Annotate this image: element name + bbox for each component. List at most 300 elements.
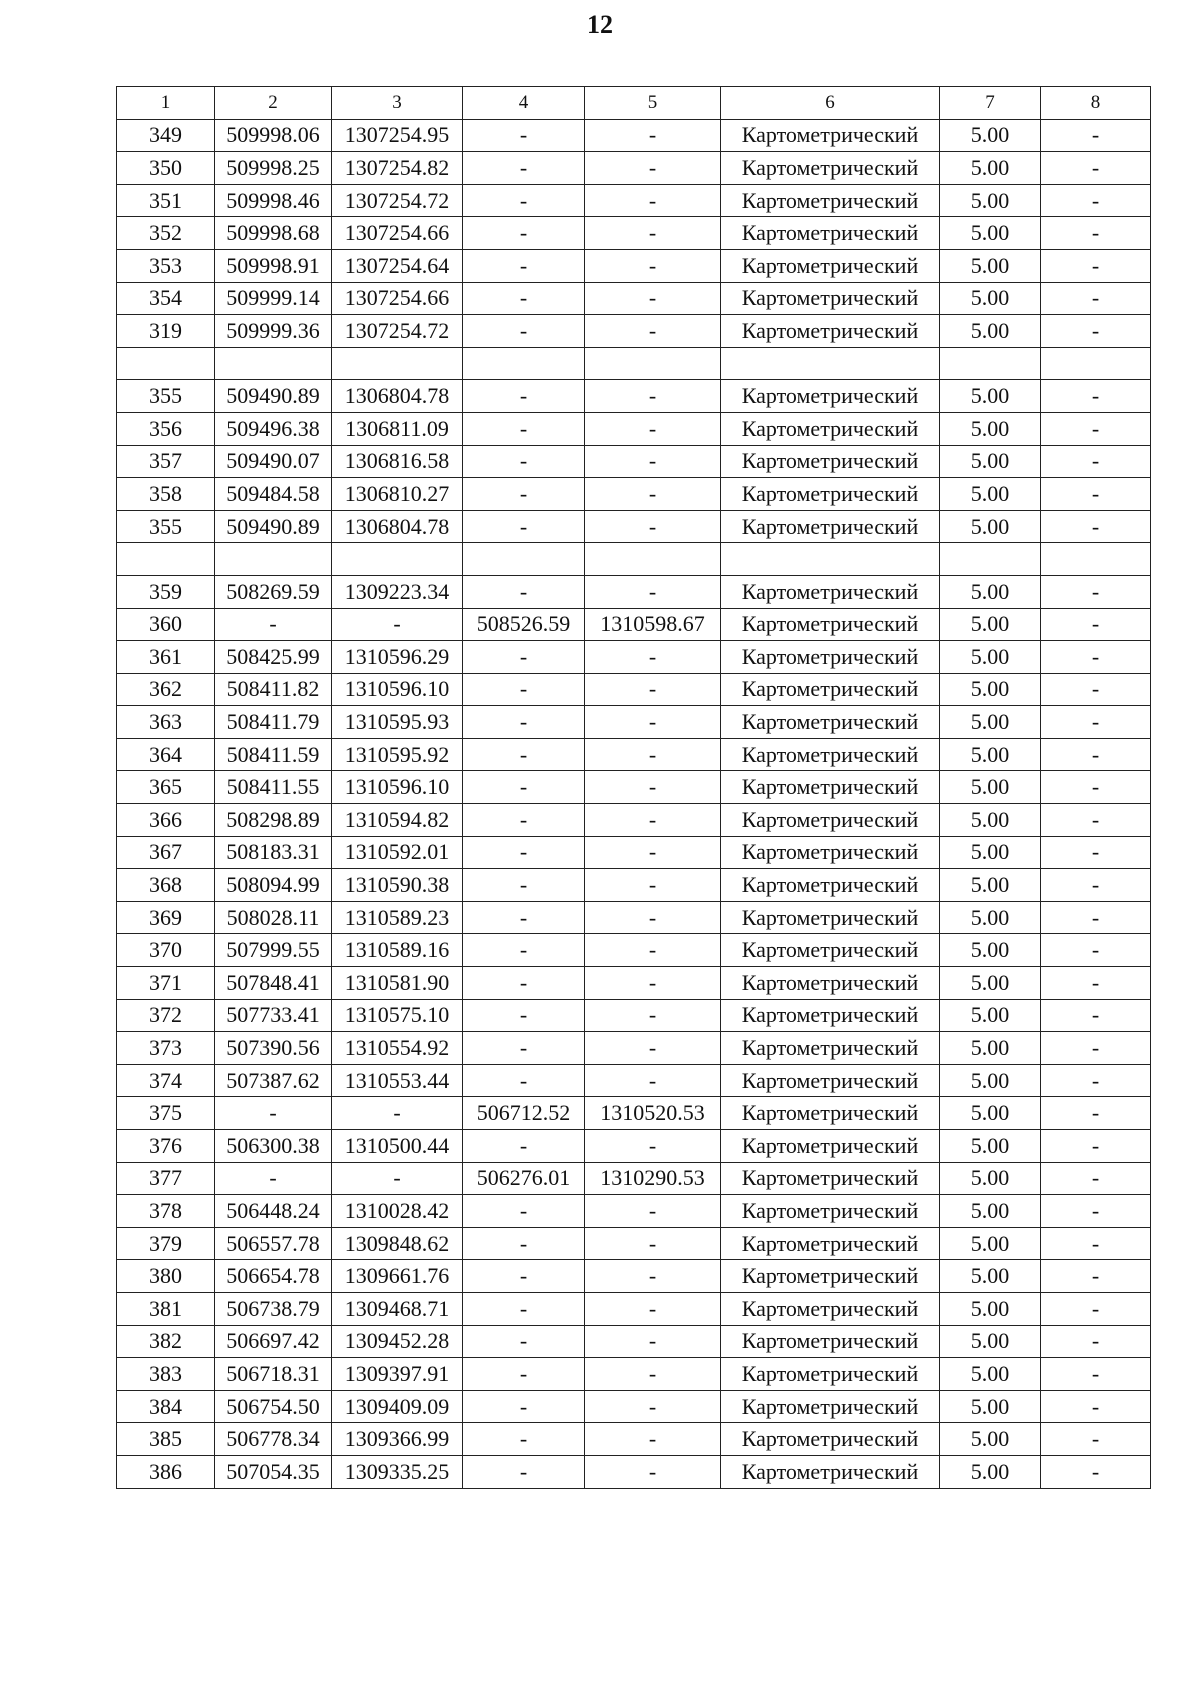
cell-x-coord-alt: -	[463, 510, 585, 543]
table-row	[117, 738, 1151, 771]
table-row	[117, 347, 1151, 380]
table-row	[117, 1390, 1151, 1423]
cell-method: Картометрический	[721, 478, 940, 511]
cell-method: Картометрический	[721, 575, 940, 608]
cell-note: -	[1041, 608, 1151, 641]
cell-y-coord-alt: -	[585, 1195, 721, 1228]
cell-note: -	[1041, 119, 1151, 152]
cell-note: -	[1041, 641, 1151, 674]
cell-method: Картометрический	[721, 282, 940, 315]
table-row	[117, 445, 1151, 478]
cell-x-coord-alt: -	[463, 1390, 585, 1423]
cell-y-coord: -	[332, 1162, 463, 1195]
cell-accuracy: 5.00	[940, 1130, 1041, 1163]
cell-y-coord-alt: -	[585, 1325, 721, 1358]
cell-y-coord-alt: -	[585, 380, 721, 413]
cell-x-coord-alt: -	[463, 1227, 585, 1260]
cell-note: -	[1041, 249, 1151, 282]
cell-accuracy: 5.00	[940, 1260, 1041, 1293]
cell-y-coord-alt: -	[585, 152, 721, 185]
cell-method: Картометрический	[721, 1227, 940, 1260]
cell-accuracy: 5.00	[940, 315, 1041, 348]
cell-note: -	[1041, 1292, 1151, 1325]
cell-x-coord-alt: -	[463, 641, 585, 674]
cell-y-coord-alt: -	[585, 315, 721, 348]
cell-x-coord: 508411.79	[215, 706, 332, 739]
cell-point-number: 355	[117, 380, 215, 413]
cell-note	[1041, 543, 1151, 576]
table-row	[117, 1032, 1151, 1065]
cell-y-coord-alt: -	[585, 1032, 721, 1065]
cell-x-coord: 508411.55	[215, 771, 332, 804]
cell-x-coord: 508094.99	[215, 869, 332, 902]
cell-accuracy: 5.00	[940, 869, 1041, 902]
cell-y-coord: 1309397.91	[332, 1358, 463, 1391]
column-header-3: 3	[332, 87, 463, 120]
cell-accuracy: 5.00	[940, 380, 1041, 413]
cell-y-coord: 1310575.10	[332, 999, 463, 1032]
cell-accuracy: 5.00	[940, 836, 1041, 869]
table-row	[117, 608, 1151, 641]
table-row	[117, 184, 1151, 217]
cell-note: -	[1041, 1064, 1151, 1097]
cell-method: Картометрический	[721, 1390, 940, 1423]
cell-point-number: 381	[117, 1292, 215, 1325]
cell-method: Картометрический	[721, 673, 940, 706]
cell-x-coord-alt: -	[463, 934, 585, 967]
column-header-2: 2	[215, 87, 332, 120]
cell-point-number: 365	[117, 771, 215, 804]
cell-note: -	[1041, 380, 1151, 413]
cell-point-number	[117, 347, 215, 380]
cell-x-coord: 506654.78	[215, 1260, 332, 1293]
cell-x-coord-alt: -	[463, 1358, 585, 1391]
cell-note: -	[1041, 1032, 1151, 1065]
cell-y-coord: 1306804.78	[332, 510, 463, 543]
cell-note: -	[1041, 999, 1151, 1032]
cell-x-coord-alt: -	[463, 445, 585, 478]
cell-y-coord: 1309468.71	[332, 1292, 463, 1325]
page-number: 12	[587, 10, 613, 39]
cell-x-coord-alt: -	[463, 836, 585, 869]
cell-x-coord-alt: 506276.01	[463, 1162, 585, 1195]
cell-y-coord: 1307254.72	[332, 184, 463, 217]
cell-x-coord: 507054.35	[215, 1455, 332, 1488]
cell-x-coord: 507848.41	[215, 967, 332, 1000]
cell-y-coord: 1310589.23	[332, 901, 463, 934]
table-row	[117, 771, 1151, 804]
cell-note: -	[1041, 1130, 1151, 1163]
cell-x-coord: 509496.38	[215, 412, 332, 445]
cell-y-coord: 1310596.10	[332, 673, 463, 706]
cell-y-coord: 1310595.93	[332, 706, 463, 739]
cell-y-coord-alt: -	[585, 1455, 721, 1488]
cell-x-coord-alt	[463, 347, 585, 380]
cell-x-coord: 506697.42	[215, 1325, 332, 1358]
cell-y-coord-alt: -	[585, 869, 721, 902]
table-body	[117, 119, 1151, 1488]
cell-method: Картометрический	[721, 706, 940, 739]
cell-x-coord-alt: -	[463, 967, 585, 1000]
cell-point-number: 368	[117, 869, 215, 902]
cell-x-coord: 508269.59	[215, 575, 332, 608]
cell-note: -	[1041, 1195, 1151, 1228]
cell-x-coord: 506738.79	[215, 1292, 332, 1325]
cell-method: Картометрический	[721, 608, 940, 641]
table-row	[117, 1064, 1151, 1097]
cell-note: -	[1041, 804, 1151, 837]
cell-method: Картометрический	[721, 119, 940, 152]
cell-y-coord-alt: 1310520.53	[585, 1097, 721, 1130]
cell-method: Картометрический	[721, 967, 940, 1000]
cell-accuracy: 5.00	[940, 412, 1041, 445]
cell-accuracy: 5.00	[940, 478, 1041, 511]
cell-y-coord: 1310028.42	[332, 1195, 463, 1228]
cell-y-coord-alt	[585, 347, 721, 380]
cell-note	[1041, 347, 1151, 380]
table-row	[117, 934, 1151, 967]
cell-accuracy: 5.00	[940, 1064, 1041, 1097]
cell-y-coord: -	[332, 608, 463, 641]
cell-y-coord: 1309366.99	[332, 1423, 463, 1456]
cell-accuracy: 5.00	[940, 901, 1041, 934]
cell-point-number: 351	[117, 184, 215, 217]
table-row	[117, 575, 1151, 608]
table-header	[117, 87, 1151, 120]
cell-point-number: 358	[117, 478, 215, 511]
cell-y-coord: 1309452.28	[332, 1325, 463, 1358]
table-row	[117, 869, 1151, 902]
cell-note: -	[1041, 967, 1151, 1000]
cell-note: -	[1041, 510, 1151, 543]
cell-x-coord-alt: -	[463, 1260, 585, 1293]
cell-y-coord-alt: -	[585, 1423, 721, 1456]
column-header-6: 6	[721, 87, 940, 120]
cell-accuracy: 5.00	[940, 641, 1041, 674]
cell-method: Картометрический	[721, 152, 940, 185]
cell-y-coord: 1310553.44	[332, 1064, 463, 1097]
table-row	[117, 478, 1151, 511]
cell-accuracy: 5.00	[940, 1390, 1041, 1423]
cell-method: Картометрический	[721, 1455, 940, 1488]
cell-method: Картометрический	[721, 217, 940, 250]
cell-x-coord: 509998.68	[215, 217, 332, 250]
cell-note: -	[1041, 836, 1151, 869]
cell-accuracy: 5.00	[940, 967, 1041, 1000]
cell-note: -	[1041, 771, 1151, 804]
cell-y-coord-alt: -	[585, 478, 721, 511]
table-row	[117, 836, 1151, 869]
cell-x-coord: -	[215, 1162, 332, 1195]
cell-y-coord-alt: -	[585, 738, 721, 771]
table-row	[117, 641, 1151, 674]
cell-note: -	[1041, 1097, 1151, 1130]
cell-point-number: 375	[117, 1097, 215, 1130]
cell-x-coord-alt: -	[463, 901, 585, 934]
cell-note: -	[1041, 152, 1151, 185]
cell-y-coord-alt: 1310290.53	[585, 1162, 721, 1195]
cell-method	[721, 347, 940, 380]
cell-point-number: 380	[117, 1260, 215, 1293]
cell-x-coord: 507733.41	[215, 999, 332, 1032]
cell-method: Картометрический	[721, 934, 940, 967]
cell-y-coord: 1306811.09	[332, 412, 463, 445]
cell-y-coord-alt: -	[585, 934, 721, 967]
cell-note: -	[1041, 412, 1151, 445]
cell-point-number: 372	[117, 999, 215, 1032]
cell-point-number: 366	[117, 804, 215, 837]
cell-accuracy: 5.00	[940, 771, 1041, 804]
cell-method: Картометрический	[721, 836, 940, 869]
cell-y-coord-alt	[585, 543, 721, 576]
cell-y-coord-alt: -	[585, 901, 721, 934]
cell-accuracy: 5.00	[940, 217, 1041, 250]
cell-x-coord: -	[215, 608, 332, 641]
cell-y-coord-alt: -	[585, 673, 721, 706]
cell-y-coord-alt: -	[585, 575, 721, 608]
cell-point-number: 367	[117, 836, 215, 869]
cell-x-coord-alt: -	[463, 1455, 585, 1488]
cell-accuracy: 5.00	[940, 445, 1041, 478]
cell-x-coord: 507387.62	[215, 1064, 332, 1097]
cell-note: -	[1041, 575, 1151, 608]
cell-accuracy: 5.00	[940, 608, 1041, 641]
table-row	[117, 1325, 1151, 1358]
cell-point-number: 384	[117, 1390, 215, 1423]
column-header-1: 1	[117, 87, 215, 120]
cell-note: -	[1041, 1455, 1151, 1488]
cell-accuracy	[940, 347, 1041, 380]
cell-x-coord-alt: -	[463, 380, 585, 413]
cell-y-coord: 1306804.78	[332, 380, 463, 413]
cell-x-coord-alt: -	[463, 1195, 585, 1228]
cell-y-coord-alt: -	[585, 249, 721, 282]
cell-x-coord: 509490.89	[215, 510, 332, 543]
cell-x-coord: 506754.50	[215, 1390, 332, 1423]
cell-y-coord: -	[332, 1097, 463, 1130]
cell-x-coord-alt: -	[463, 706, 585, 739]
cell-method: Картометрический	[721, 804, 940, 837]
cell-method: Картометрический	[721, 1325, 940, 1358]
cell-y-coord-alt: -	[585, 706, 721, 739]
cell-x-coord-alt: -	[463, 1032, 585, 1065]
cell-point-number: 377	[117, 1162, 215, 1195]
table-row	[117, 673, 1151, 706]
cell-method: Картометрический	[721, 1292, 940, 1325]
cell-y-coord-alt: -	[585, 282, 721, 315]
cell-point-number: 382	[117, 1325, 215, 1358]
cell-note: -	[1041, 934, 1151, 967]
cell-accuracy: 5.00	[940, 1423, 1041, 1456]
cell-accuracy: 5.00	[940, 1032, 1041, 1065]
cell-x-coord: 508298.89	[215, 804, 332, 837]
table-row	[117, 1195, 1151, 1228]
cell-y-coord: 1310596.29	[332, 641, 463, 674]
cell-point-number: 379	[117, 1227, 215, 1260]
cell-y-coord: 1307254.72	[332, 315, 463, 348]
cell-x-coord: 509999.14	[215, 282, 332, 315]
coordinates-table	[116, 86, 1151, 1489]
table-row	[117, 412, 1151, 445]
cell-point-number: 350	[117, 152, 215, 185]
cell-y-coord-alt: -	[585, 1292, 721, 1325]
table-row	[117, 967, 1151, 1000]
cell-x-coord: 507999.55	[215, 934, 332, 967]
cell-method: Картометрический	[721, 901, 940, 934]
cell-y-coord-alt: -	[585, 641, 721, 674]
cell-method: Картометрический	[721, 412, 940, 445]
cell-y-coord-alt: -	[585, 1390, 721, 1423]
cell-x-coord: -	[215, 1097, 332, 1130]
cell-accuracy	[940, 543, 1041, 576]
column-header-8: 8	[1041, 87, 1151, 120]
cell-x-coord: 508183.31	[215, 836, 332, 869]
cell-note: -	[1041, 1162, 1151, 1195]
cell-x-coord: 507390.56	[215, 1032, 332, 1065]
column-header-7: 7	[940, 87, 1041, 120]
cell-y-coord-alt: -	[585, 412, 721, 445]
cell-note: -	[1041, 673, 1151, 706]
cell-method: Картометрический	[721, 869, 940, 902]
cell-x-coord-alt: -	[463, 412, 585, 445]
cell-method: Картометрический	[721, 1195, 940, 1228]
cell-method: Картометрический	[721, 1064, 940, 1097]
cell-point-number: 349	[117, 119, 215, 152]
cell-y-coord: 1310594.82	[332, 804, 463, 837]
cell-x-coord: 506718.31	[215, 1358, 332, 1391]
cell-y-coord: 1310500.44	[332, 1130, 463, 1163]
cell-note: -	[1041, 1423, 1151, 1456]
cell-accuracy: 5.00	[940, 1195, 1041, 1228]
cell-y-coord: 1306816.58	[332, 445, 463, 478]
cell-x-coord-alt: -	[463, 119, 585, 152]
cell-note: -	[1041, 315, 1151, 348]
cell-point-number: 378	[117, 1195, 215, 1228]
cell-y-coord: 1309335.25	[332, 1455, 463, 1488]
cell-x-coord: 506448.24	[215, 1195, 332, 1228]
cell-x-coord: 506557.78	[215, 1227, 332, 1260]
table-row	[117, 1292, 1151, 1325]
cell-method: Картометрический	[721, 315, 940, 348]
cell-x-coord: 509484.58	[215, 478, 332, 511]
cell-y-coord: 1307254.82	[332, 152, 463, 185]
cell-note: -	[1041, 445, 1151, 478]
cell-x-coord-alt: -	[463, 217, 585, 250]
cell-x-coord-alt: -	[463, 804, 585, 837]
table-row	[117, 152, 1151, 185]
cell-method: Картометрический	[721, 1260, 940, 1293]
cell-y-coord	[332, 347, 463, 380]
cell-accuracy: 5.00	[940, 1292, 1041, 1325]
cell-point-number: 352	[117, 217, 215, 250]
cell-x-coord	[215, 347, 332, 380]
cell-accuracy: 5.00	[940, 1097, 1041, 1130]
cell-x-coord-alt: -	[463, 999, 585, 1032]
cell-x-coord-alt: 506712.52	[463, 1097, 585, 1130]
column-header-5: 5	[585, 87, 721, 120]
cell-accuracy: 5.00	[940, 1455, 1041, 1488]
table-row	[117, 999, 1151, 1032]
cell-note: -	[1041, 217, 1151, 250]
table-row	[117, 119, 1151, 152]
cell-point-number: 359	[117, 575, 215, 608]
table-row	[117, 1097, 1151, 1130]
cell-point-number: 370	[117, 934, 215, 967]
cell-accuracy: 5.00	[940, 1162, 1041, 1195]
cell-x-coord-alt: -	[463, 1130, 585, 1163]
cell-method	[721, 543, 940, 576]
cell-method: Картометрический	[721, 1130, 940, 1163]
table-row	[117, 217, 1151, 250]
cell-x-coord-alt: -	[463, 1292, 585, 1325]
cell-x-coord-alt: -	[463, 478, 585, 511]
cell-method: Картометрический	[721, 1032, 940, 1065]
cell-method: Картометрический	[721, 1162, 940, 1195]
cell-y-coord-alt: 1310598.67	[585, 608, 721, 641]
cell-y-coord: 1307254.66	[332, 282, 463, 315]
cell-method: Картометрический	[721, 738, 940, 771]
cell-y-coord	[332, 543, 463, 576]
cell-method: Картометрический	[721, 249, 940, 282]
cell-point-number	[117, 543, 215, 576]
cell-y-coord-alt: -	[585, 999, 721, 1032]
cell-note: -	[1041, 738, 1151, 771]
table-row	[117, 1423, 1151, 1456]
table-row	[117, 1260, 1151, 1293]
cell-x-coord: 508411.82	[215, 673, 332, 706]
cell-method: Картометрический	[721, 999, 940, 1032]
cell-x-coord-alt: -	[463, 575, 585, 608]
cell-y-coord-alt: -	[585, 217, 721, 250]
cell-y-coord: 1310596.10	[332, 771, 463, 804]
cell-point-number: 373	[117, 1032, 215, 1065]
cell-point-number: 376	[117, 1130, 215, 1163]
cell-x-coord-alt: -	[463, 869, 585, 902]
cell-accuracy: 5.00	[940, 575, 1041, 608]
cell-x-coord: 508425.99	[215, 641, 332, 674]
cell-x-coord-alt: -	[463, 1325, 585, 1358]
cell-accuracy: 5.00	[940, 673, 1041, 706]
cell-y-coord-alt: -	[585, 1064, 721, 1097]
cell-method: Картометрический	[721, 641, 940, 674]
column-header-4: 4	[463, 87, 585, 120]
table-row	[117, 543, 1151, 576]
cell-y-coord-alt: -	[585, 836, 721, 869]
cell-point-number: 369	[117, 901, 215, 934]
cell-y-coord: 1309848.62	[332, 1227, 463, 1260]
cell-y-coord-alt: -	[585, 1358, 721, 1391]
cell-note: -	[1041, 1227, 1151, 1260]
cell-y-coord: 1307254.64	[332, 249, 463, 282]
cell-y-coord-alt: -	[585, 119, 721, 152]
cell-method: Картометрический	[721, 184, 940, 217]
cell-y-coord-alt: -	[585, 771, 721, 804]
cell-note: -	[1041, 901, 1151, 934]
cell-note: -	[1041, 1358, 1151, 1391]
table-row	[117, 804, 1151, 837]
cell-x-coord: 509490.89	[215, 380, 332, 413]
cell-accuracy: 5.00	[940, 152, 1041, 185]
cell-accuracy: 5.00	[940, 1358, 1041, 1391]
cell-x-coord: 509490.07	[215, 445, 332, 478]
cell-note: -	[1041, 869, 1151, 902]
cell-point-number: 360	[117, 608, 215, 641]
cell-point-number: 364	[117, 738, 215, 771]
cell-point-number: 363	[117, 706, 215, 739]
cell-method: Картометрический	[721, 510, 940, 543]
cell-note: -	[1041, 184, 1151, 217]
cell-x-coord-alt: -	[463, 282, 585, 315]
